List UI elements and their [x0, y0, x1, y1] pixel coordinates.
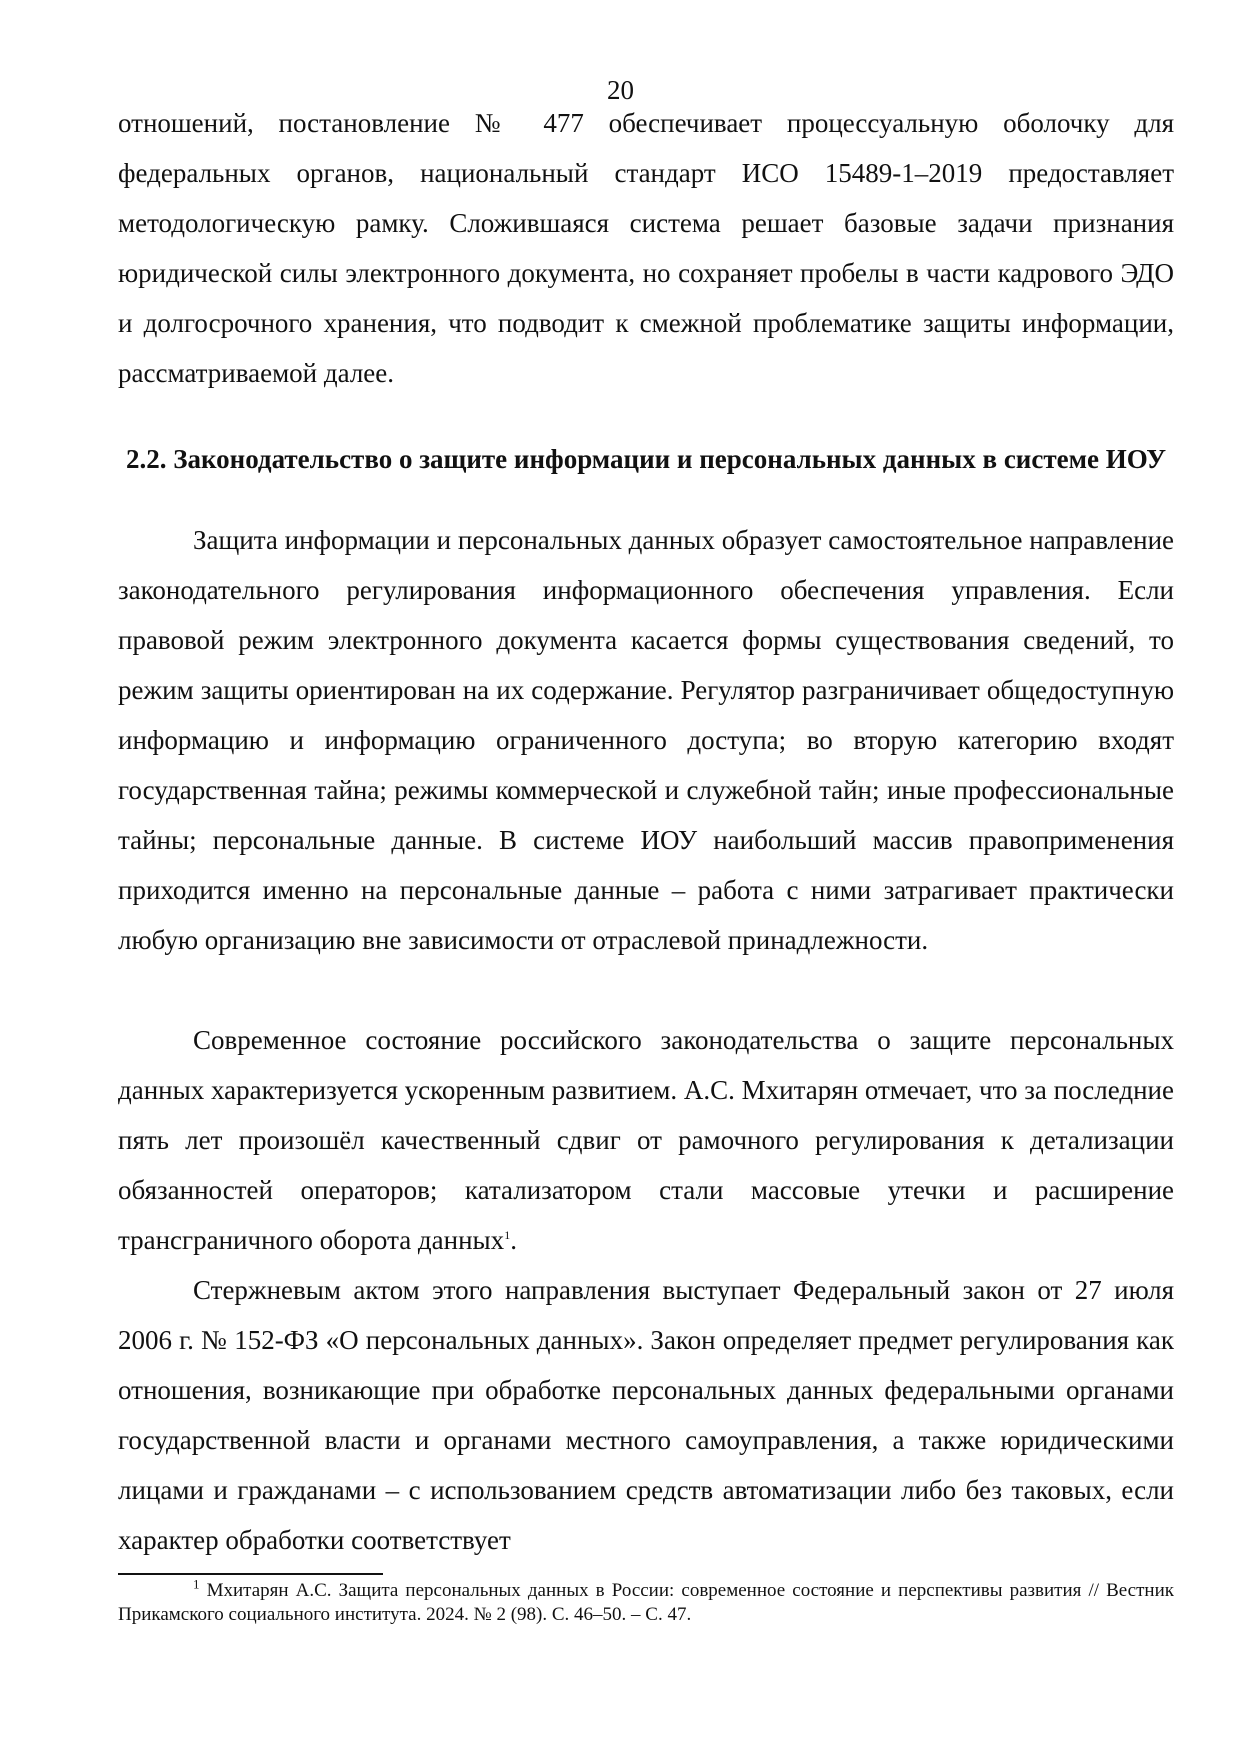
paragraph-state — [118, 1015, 1174, 1265]
paragraph-protection: Защита информации и персональных данных образует самостоятельное направление законодательного регулирования информационного обеспечения управления. Если правовой режим электронного документа касается формы существования сведений, то режим защиты ориентирован на их содержание. Регулятор разграничивает общедоступную информацию и информацию ограниченного доступа; во вторую категорию входят государственная тайна; режимы коммерческой и служебной тайн; иные профессиональные тайны; персональные данные. В системе ИОУ наибольший массив правоприменения приходится именно на персональные данные – работа с ними затрагивает практически любую организацию вне зависимости от отраслевой принадлежности. — [118, 525, 1174, 955]
footnote-separator — [118, 1573, 383, 1575]
paragraph-state-text: Современное состояние российского законодательства о защите персональных данных характеризуется ускоренным развитием. А.С. Мхитарян отмечает, что за последние пять лет произошёл качественный сдвиг от рамочного регулирования к детализации обязанностей операторов; катализатором стали массовые утечки и расширение трансграничного оборота данных — [118, 1025, 1174, 1255]
paragraph-state-end: . — [510, 1225, 517, 1255]
footnote-text: Мхитарян А.С. Защита персональных данных в России: современное состояние и перспективы развития // Вестник Прикамского социального института. 2024. № 2 (98). С. 46–50. – С. 47. — [118, 1580, 1174, 1625]
section-heading: 2.2. Законодательство о защите информации и персональных данных в системе ИОУ — [125, 444, 1167, 474]
footnote-marker: 1 — [193, 1576, 200, 1592]
footnote — [118, 1576, 1174, 1627]
paragraph-law-152: Стержневым актом этого направления выступает Федеральный закон от 27 июля 2006 г. № 152-ФЗ «О персональных данных». Закон определяет предмет регулирования как отношения, возникающие при обработке персональных данных федеральными органами государственной власти и органами местного самоуправления, а также юридическими лицами и гражданами – с использованием средств автоматизации либо без таковых, если характер обработки соответствует — [118, 1275, 1174, 1555]
footnote-reference[interactable]: 1 — [504, 1228, 511, 1242]
paragraph-intro: отношений, постановление № 477 обеспечивает процессуальную оболочку для федеральных органов, национальный стандарт ИСО 15489-1–2019 предоставляет методологическую рамку. Сложившаяся система решает базовые задачи признания юридической силы электронного документа, но сохраняет пробелы в части кадрового ЭДО и долгосрочного хранения, что подводит к смежной проблематике защиты информации, рассматриваемой далее. — [118, 108, 1174, 388]
page-number: 20 — [607, 75, 634, 105]
